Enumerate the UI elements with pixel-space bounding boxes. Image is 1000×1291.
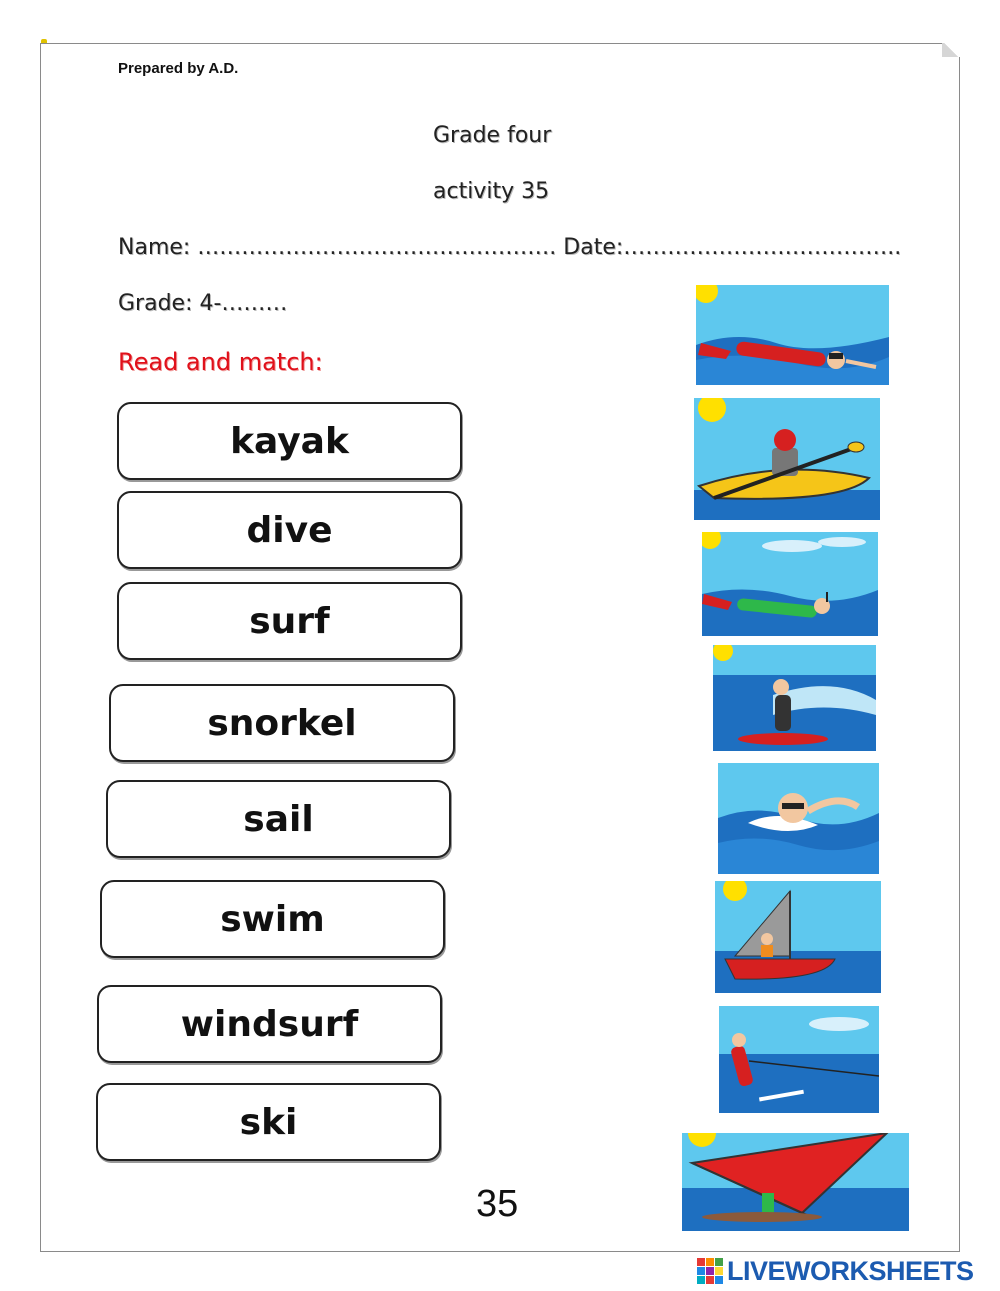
- grade-title: Grade four: [433, 123, 552, 148]
- word-box-surf[interactable]: surf: [117, 582, 462, 660]
- kayaker-icon[interactable]: [694, 398, 880, 520]
- brand-name: LIVEWORKSHEETS: [727, 1255, 974, 1286]
- water-skier-icon[interactable]: [719, 1006, 879, 1113]
- instruction-heading: Read and match:: [118, 348, 323, 376]
- word-box-windsurf[interactable]: windsurf: [97, 985, 442, 1063]
- windsurfer-icon[interactable]: [682, 1133, 909, 1231]
- page-number: 35: [476, 1183, 519, 1225]
- word-box-sail[interactable]: sail: [106, 780, 451, 858]
- liveworksheets-mark-icon: [697, 1258, 723, 1284]
- word-box-snorkel[interactable]: snorkel: [109, 684, 455, 762]
- activity-title: activity 35: [433, 179, 550, 204]
- grade-line: Grade: 4-………: [118, 291, 288, 316]
- swimmer-icon[interactable]: [718, 763, 879, 874]
- snorkeler-icon[interactable]: [702, 532, 878, 636]
- word-box-swim[interactable]: swim: [100, 880, 445, 958]
- page-fold-corner: [942, 43, 960, 57]
- liveworksheets-logo[interactable]: [697, 1255, 974, 1287]
- sailboat-icon[interactable]: [715, 881, 881, 993]
- word-box-ski[interactable]: ski: [96, 1083, 441, 1161]
- surfer-icon[interactable]: [713, 645, 876, 751]
- name-date-line: Name: …………………………………………. Date:………………………………..: [118, 235, 902, 260]
- prepared-by-label: Prepared by A.D.: [118, 60, 239, 77]
- word-box-kayak[interactable]: kayak: [117, 402, 462, 480]
- diver-icon[interactable]: [696, 285, 889, 385]
- word-box-dive[interactable]: dive: [117, 491, 462, 569]
